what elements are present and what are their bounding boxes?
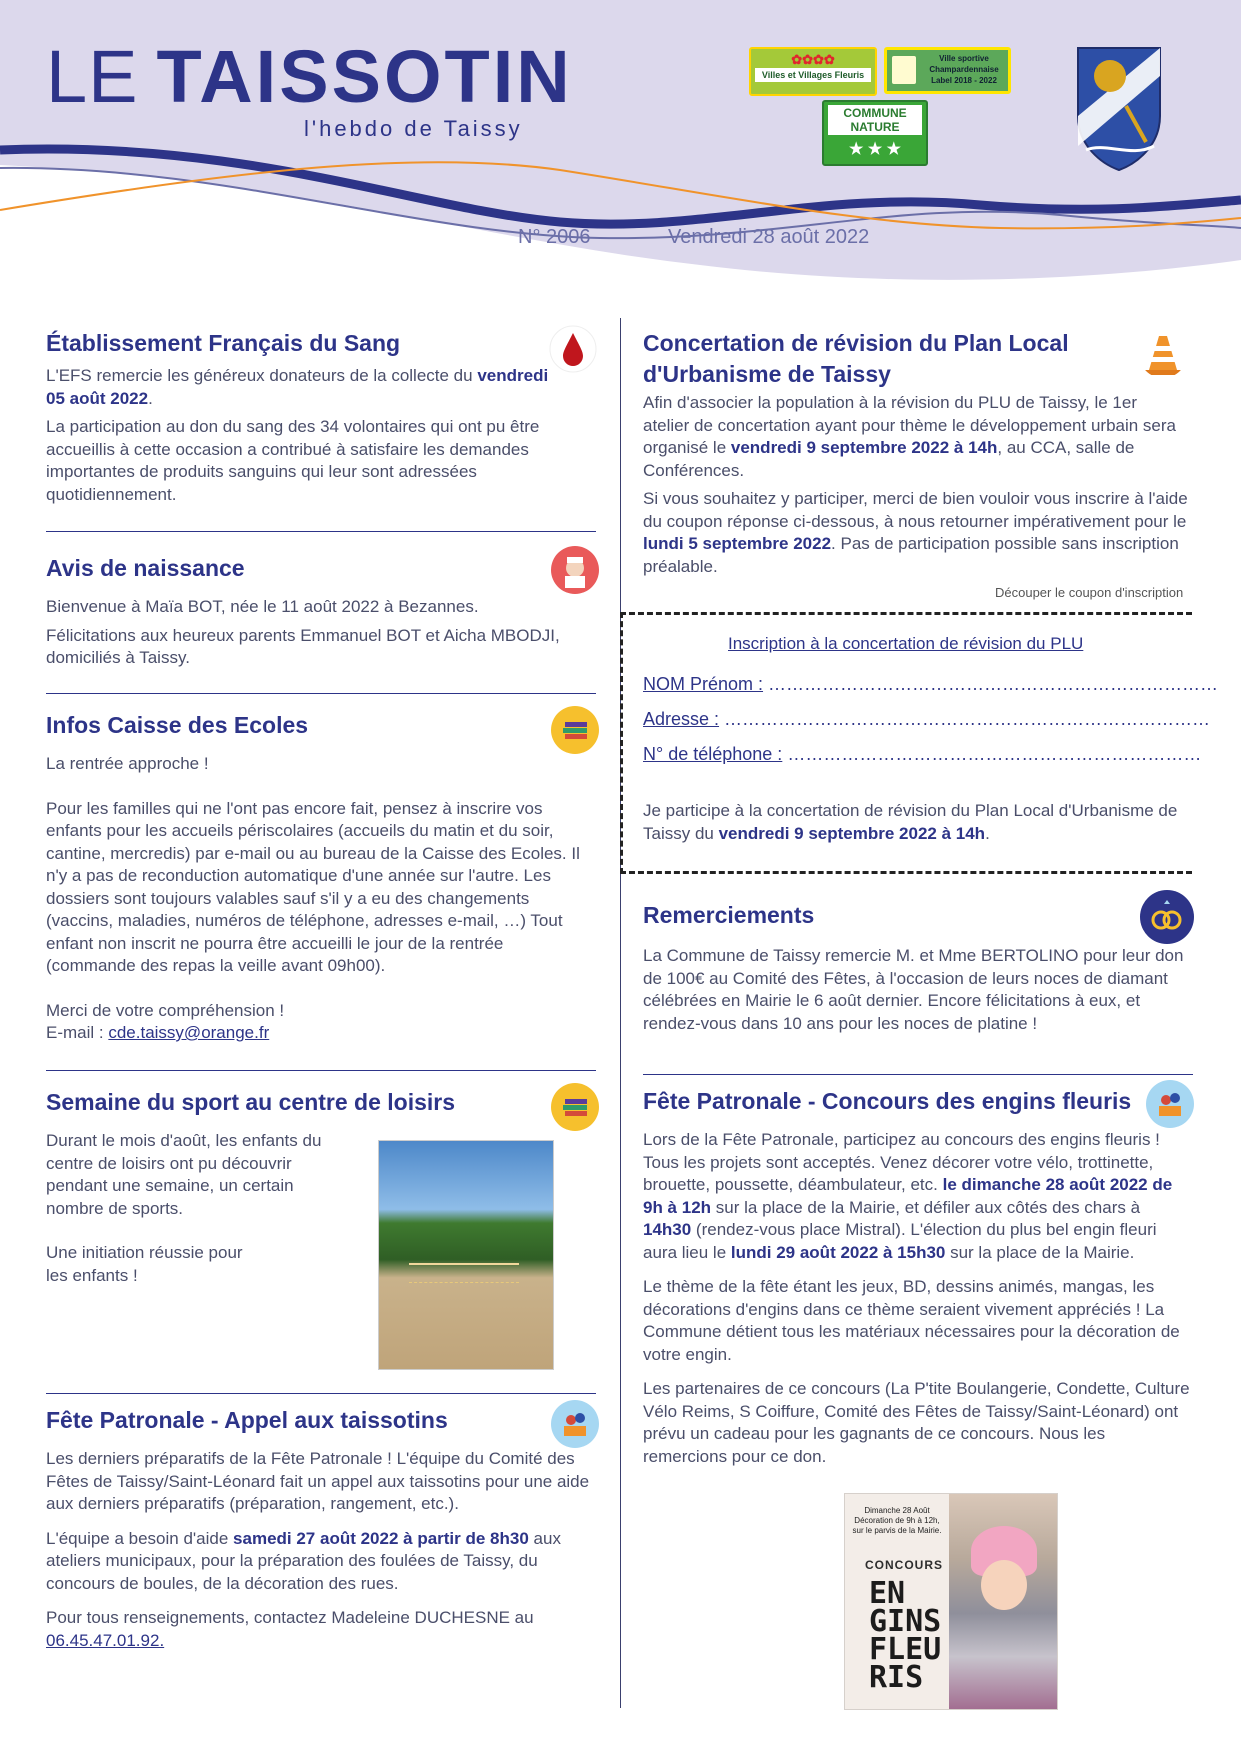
article-paragraph: Lors de la Fête Patronale, participez au concours des engins fleuris ! Tous les projets sont acceptés. Venez décorer votre vélo, trottinette, brouette, poussette, déambulateur, etc. le dimanche 28 août 2022 de 9h à 12h sur la place de la Mairie, et défiler aux côtés des chars à 14h30 (rendez-vous place Mistral). L'élection du plus bel engin fleuri aura lieu le lundi 29 août 2022 à 15h30 sur la place de la Mairie. bbox=[643, 1130, 1173, 1262]
coat-of-arms-icon bbox=[1076, 46, 1162, 172]
issue-number: N° 2006 bbox=[518, 226, 591, 248]
newspaper-subtitle: l'hebdo de Taissy bbox=[304, 116, 523, 141]
email-link[interactable]: cde.taissy@orange.fr bbox=[108, 1023, 270, 1042]
article-concours-engins bbox=[643, 1086, 1191, 1468]
section-divider bbox=[46, 1393, 596, 1394]
vvf-label: Villes et Villages Fleuris bbox=[755, 68, 871, 82]
article-paragraph: Pour les familles qui ne l'ont pas encore fait, pensez à inscrire vos enfants pour les accueils périscolaires (accueils du matin et du soir, cantine, mercredis) par e-mail ou au bureau de la Caisse des Ecoles. Il n'y a pas de reconduction automatique d'une année sur l'autre. Les dossiers sont toujours valables sauf s'il y a eu des changements (vaccins, maladies, numéros de téléphone, adresses e-mail, …) Tout enfant non inscrit ne pourra être accueilli le jour de la rentrée (commande des repas la veille avant 09h00). bbox=[46, 798, 580, 975]
article-paragraph: Félicitations aux heureux parents Emmanuel BOT et Aicha MBODJI, domiciliés à Taissy. bbox=[46, 625, 560, 667]
nurse-icon bbox=[551, 546, 599, 594]
article-paragraph: La participation au don du sang des 34 volontaires qui ont pu être accueillis à cette occasion a contribué à satisfaire les demandes importantes de produits sanguins qui leur sont adressées quotidiennement. bbox=[46, 417, 540, 504]
article-title: Infos Caisse des Ecoles bbox=[46, 712, 309, 738]
volleyball-net bbox=[409, 1263, 519, 1283]
volleyball-photo bbox=[378, 1140, 554, 1370]
article-paragraph: Durant le mois d'août, les enfants du centre de loisirs ont pu découvrir pendant une semaine, un certain nombre de sports. bbox=[46, 1131, 322, 1218]
article-paragraph: La rentrée approche ! bbox=[46, 754, 209, 773]
festival-icon bbox=[551, 1400, 599, 1448]
article-paragraph: Afin d'associer la population à la révision du PLU de Taissy, le 1er atelier de concertation ayant pour thème le développement urbain sera organisé le vendredi 9 septembre 2022 à 14h, au CCA, salle de Conférences. bbox=[643, 393, 1177, 480]
festival-icon bbox=[1146, 1080, 1194, 1128]
article-plu bbox=[643, 328, 1188, 578]
flowers-icon: ✿✿✿✿ bbox=[791, 52, 835, 67]
article-paragraph: Les derniers préparatifs de la Fête Patronale ! L'équipe du Comité des Fêtes de Taissy/Saint-Léonard fait un appel aux taissotins pour une aide aux derniers préparatifs (préparation, rangement, etc.). bbox=[46, 1449, 590, 1513]
blood-drop-icon bbox=[549, 325, 597, 373]
traffic-cone-icon bbox=[1139, 330, 1187, 378]
section-divider bbox=[643, 1074, 1193, 1075]
article-efs bbox=[46, 328, 566, 506]
coupon-address-field[interactable]: Adresse : ……………………………………………………………………… bbox=[643, 709, 1211, 729]
article-caisse-ecoles bbox=[46, 710, 591, 1045]
article-title: Avis de naissance bbox=[46, 555, 245, 581]
child-photo bbox=[949, 1494, 1058, 1710]
villes-villages-fleuris-badge bbox=[749, 47, 877, 96]
article-title: Fête Patronale - Appel aux taissotins bbox=[46, 1407, 448, 1433]
article-paragraph: L'EFS remercie les généreux donateurs de la collecte du vendredi 05 août 2022. bbox=[46, 366, 549, 408]
newspaper-title bbox=[46, 35, 573, 118]
cut-coupon-label: Découper le coupon d'inscription bbox=[995, 585, 1184, 600]
dragonfly-icon: ★ ★ ★ bbox=[849, 141, 901, 158]
sport-logo-icon bbox=[892, 56, 916, 84]
article-paragraph: Merci de votre compréhension ! E-mail : cde.taissy@orange.fr bbox=[46, 1000, 285, 1042]
sport-badge-text bbox=[921, 53, 1007, 86]
article-title: Remerciements bbox=[643, 902, 815, 928]
article-paragraph: La Commune de Taissy remercie M. et Mme BERTOLINO pour leur don de 100€ au Comité des Fêtes, à l'occasion de leurs noces de diamant célébrées en Mairie le 6 août dernier. Encore félicitations à eux, et rendez-vous dans 10 ans pour les noces de platine ! bbox=[643, 946, 1184, 1033]
sport-line-2: Champardennaise bbox=[929, 65, 999, 74]
column-divider bbox=[620, 318, 621, 1708]
article-remerciements bbox=[643, 900, 1188, 1035]
commune-nature-label: COMMUNE NATURE bbox=[828, 105, 922, 135]
article-naissance bbox=[46, 553, 586, 670]
article-paragraph: Si vous souhaitez y participer, merci de bien vouloir vous inscrire à l'aide du coupon réponse ci-dessous, à nous retourner impérativement pour le lundi 5 septembre 2022. Pas de participation possible sans inscription préalable. bbox=[643, 489, 1188, 576]
article-paragraph: L'équipe a besoin d'aide samedi 27 août 2022 à partir de 8h30 aux ateliers municipaux, pour la préparation des foulées de Taissy, du concours de boules, de la décoration des rues. bbox=[46, 1528, 561, 1593]
books-icon bbox=[551, 1083, 599, 1131]
article-paragraph: Une initiation réussie pour les enfants ! bbox=[46, 1243, 243, 1285]
title-le: LE bbox=[46, 35, 139, 118]
coupon-phone-field[interactable]: N° de téléphone : …………………………………………………………… bbox=[643, 744, 1202, 764]
article-title: Établissement Français du Sang bbox=[46, 330, 401, 356]
article-title: Semaine du sport au centre de loisirs bbox=[46, 1089, 456, 1115]
face-shape bbox=[981, 1560, 1027, 1610]
masthead bbox=[0, 0, 1241, 280]
commune-nature-badge bbox=[822, 100, 928, 166]
article-appel-taissotins bbox=[46, 1405, 591, 1652]
poster-concours-text: CONCOURS bbox=[865, 1558, 944, 1572]
article-paragraph: Le thème de la fête étant les jeux, BD, dessins animés, mangas, les décorations d'engins dans ce thème seraient vivement appréciés ! La Commune détient tous les matériaux nécessaires pour la décoration de votre engin. bbox=[643, 1277, 1180, 1364]
article-paragraph: Bienvenue à Maïa BOT, née le 11 août 2022 à Bezannes. bbox=[46, 597, 479, 616]
coupon-note: Je participe à la concertation de révision du Plan Local d'Urbanisme de Taissy du vendredi 9 septembre 2022 à 14h. bbox=[643, 801, 1178, 843]
section-divider bbox=[46, 693, 596, 694]
sport-line-1: Ville sportive bbox=[939, 54, 989, 63]
issue-date: Vendredi 28 août 2022 bbox=[668, 226, 870, 248]
poster-engins-fleuris-text: EN GINS FLEU RIS bbox=[869, 1576, 942, 1695]
section-divider bbox=[46, 1070, 596, 1071]
sport-line-3: Label 2018 - 2022 bbox=[931, 76, 997, 85]
article-paragraph: Les partenaires de ce concours (La P'tite Boulangerie, Condette, Culture Vélo Reims, S Coiffure, Comité des Fêtes de Taissy/Saint-Léonard) ont prévu un cadeau pour les gagnants de ce concours. Nous les remercions pour ce don. bbox=[643, 1379, 1190, 1466]
title-main: TAISSOTIN bbox=[156, 35, 573, 118]
coupon-title: Inscription à la concertation de révision du PLU bbox=[728, 634, 1084, 653]
ville-sportive-badge bbox=[884, 47, 1011, 94]
article-title: Fête Patronale - Concours des engins fleuris bbox=[643, 1088, 1132, 1114]
article-title: Concertation de révision du Plan Local d'Urbanisme de Taissy bbox=[643, 330, 1069, 387]
section-divider bbox=[46, 531, 596, 532]
concours-poster bbox=[844, 1493, 1058, 1710]
article-paragraph: Pour tous renseignements, contactez Madeleine DUCHESNE au 06.45.47.01.92. bbox=[46, 1608, 534, 1650]
coupon-name-field[interactable]: NOM Prénom : ………………………………………………………………… bbox=[643, 674, 1219, 694]
phone-link[interactable]: 06.45.47.01.92. bbox=[46, 1630, 165, 1650]
rings-icon bbox=[1140, 890, 1194, 944]
poster-date-text: Dimanche 28 Août Décoration de 9h à 12h, sur le parvis de la Mairie. bbox=[852, 1506, 942, 1535]
books-icon bbox=[551, 706, 599, 754]
